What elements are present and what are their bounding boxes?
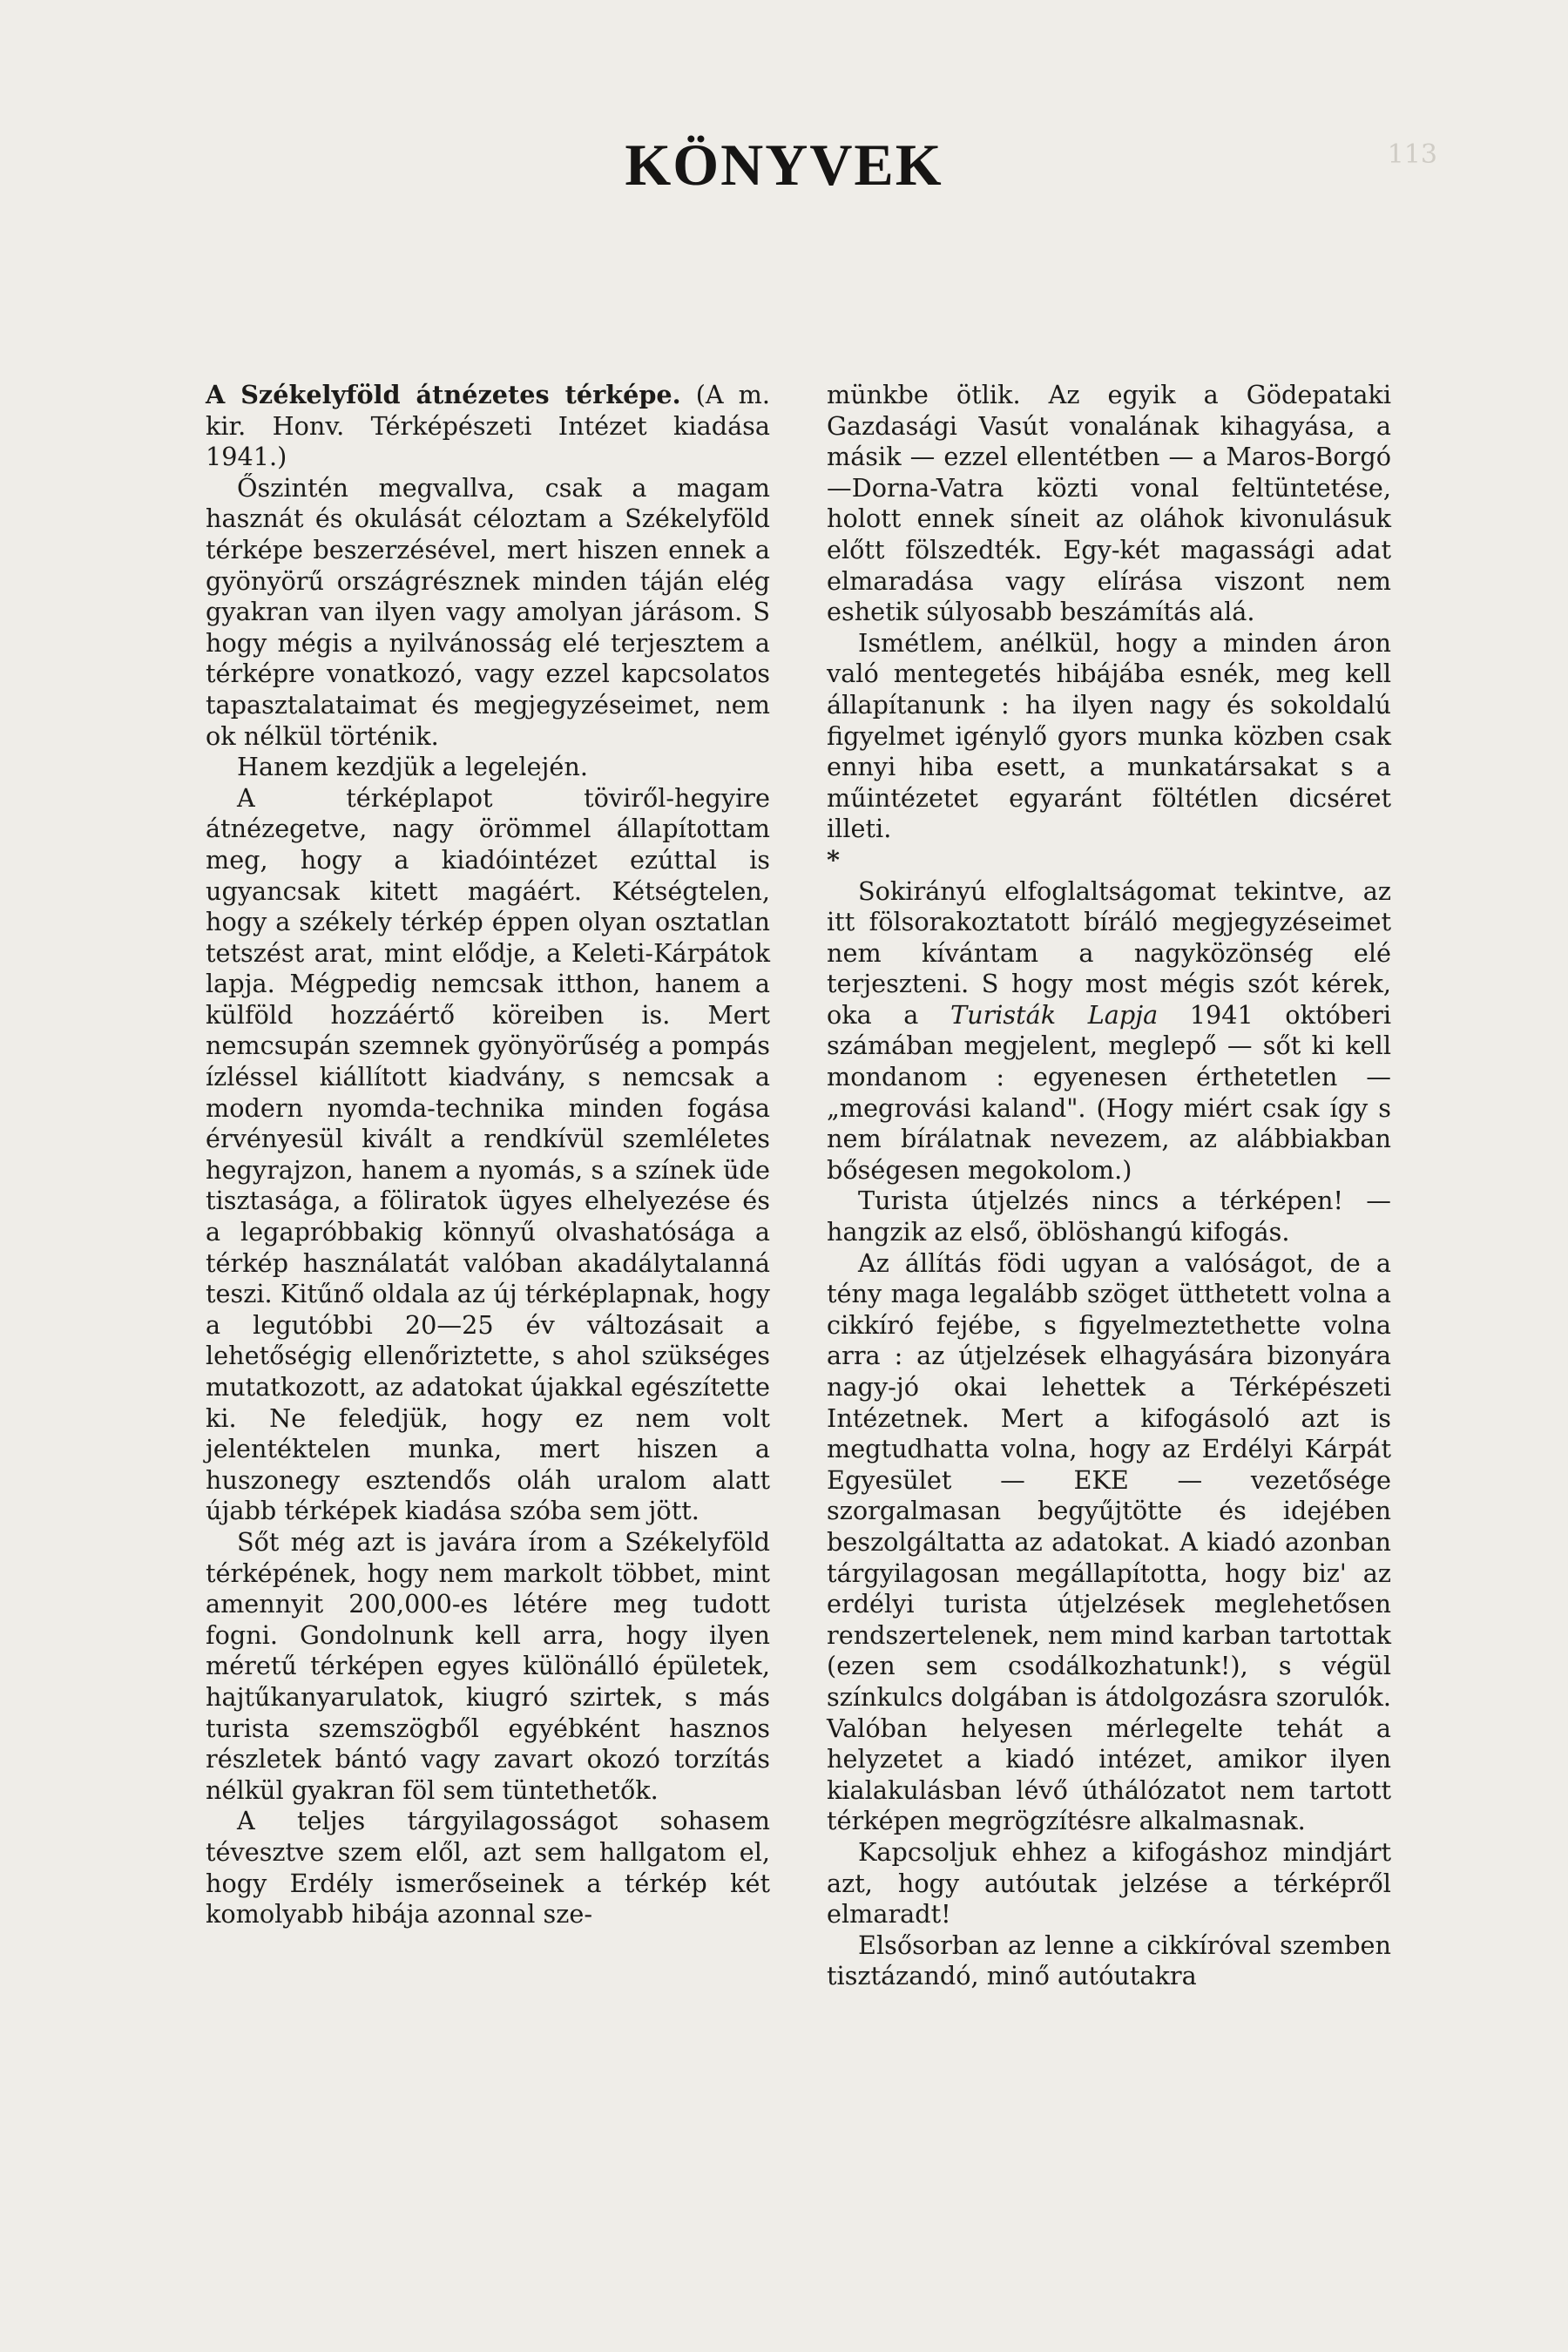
page-number: 113: [1387, 139, 1437, 170]
paragraph: Őszintén megvallva, csak a magam hasznát és okulását céloztam a Székelyföld térképe beszerzésével, mert hiszen ennek a gyönyörű országrésznek minden táján elég gyakran van ilyen vagy amolyan járásom. S hogy mégis a nyilvánosság elé terjesztem a térképre vonatkozó, vagy ezzel kapcsolatos tapasztalataimat és megjegyzéseimet, nem ok nélkül történik.: [206, 472, 770, 751]
review-heading: A Székelyföld átnézetes térképe.: [206, 380, 681, 409]
journal-name: Turisták Lapja: [950, 999, 1159, 1030]
paragraph: Ismétlem, anélkül, hogy a minden áron való mentegetés hibájába esnék, meg kell állapítanunk : ha ilyen nagy és sokoldalú figyelmet igénylő gyors munka közben csak ennyi hiba esett, a munkatársakat s a műintézetet egyaránt föltétlen dicséret illeti.: [827, 627, 1391, 844]
paragraph: A teljes tárgyilagosságot sohasem tévesztve szem elől, azt sem hallgatom el, hogy Erdély ismerőseinek a térkép két komolyabb hibája azonnal sze-: [206, 1806, 770, 1930]
review-publisher: (A m. kir. Honv. Térképészeti Intézet kiadása 1941.): [206, 380, 771, 472]
section-separator: *: [827, 844, 841, 875]
paragraph-text: Sokirányú elfoglaltságomat tekintve, az itt fölsorakoztatott bíráló megjegyzéseimet nem kívántam a nagyközönség elé terjeszteni. S hogy most mégis szót kérek, oka a: [827, 875, 1391, 1030]
paragraph-text: 1941 októberi számában megjelent, meglepő — sőt ki kell mondanom : egyenesen érthetetlen — „megrovási kaland". (Hogy miért csak így s nem bírálatnak nevezem, az alábbiakban bőségesen megokolom.): [827, 999, 1391, 1185]
paragraph: [827, 876, 1391, 1186]
paragraph: Elsősorban az lenne a cikkíróval szemben tisztázandó, minő autóutakra: [827, 1930, 1391, 1991]
paragraph: Hanem kezdjük a legelején.: [237, 752, 588, 782]
paragraph: Az állítás födi ugyan a valóságot, de a tény maga legalább szöget ütthetett volna a cikkíró fejébe, s figyelmeztethette volna arra : az útjelzések elhagyására bizonyára nagy-jó okai lehettek a Térképészeti Intézetnek. Mert a kifogásoló azt is megtudhatta volna, hogy az Erdélyi Kárpát Egyesület — EKE — vezetősége szorgalmasan begyűjtötte és idejében beszolgáltatta az adatokat. A kiadó azonban tárgyilagosan megállapította, hogy biz' az erdélyi turista útjelzések meglehetősen rendszertelenek, nem mind karban tartottak (ezen sem csodálkozhatunk!), s végül színkulcs dolgában is átdolgozásra szorulók. Valóban helyesen mérlegelte tehát a helyzetet a kiadó intézet, amikor ilyen kialakulásban lévő úthálózatot nem tartott térképen megrögzítésre alkalmasnak.: [827, 1247, 1391, 1836]
section-title: KÖNYVEK: [625, 132, 943, 198]
paragraph: Sőt még azt is javára írom a Székelyföld térképének, hogy nem markolt többet, mint amennyit 200,000-es létére meg tudott fogni. Gondolnunk kell arra, hogy ilyen méretű térképen egyes különálló épületek, hajtűkanyarulatok, kiugró szirtek, s más turista szemszögből egyébként hasznos részletek bántó vagy zavart okozó torzítás nélkül gyakran föl sem tüntethetők.: [206, 1526, 770, 1805]
paragraph: A térképlapot töviről-hegyire átnézegetve, nagy örömmel állapítottam meg, hogy a kiadóintézet ezúttal is ugyancsak kitett magáért. Kétségtelen, hogy a székely térkép éppen olyan osztatlan tetszést arat, mint elődje, a Keleti-Kárpátok lapja. Mégpedig nemcsak itthon, hanem a külföld hozzáértő köreiben is. Mert nemcsupán szemnek gyönyörűség a pompás ízléssel kiállított kiadvány, s nemcsak a modern nyomda-technika minden fogása érvényesül kivált a rendkívül szemléletes hegyrajzon, hanem a nyomás, s a színek üde tisztasága, a föliratok ügyes elhelyezése és a legapróbbakig könnyű olvashatósága a térkép használatát valóban akadálytalanná teszi. Kitűnő oldala az új térképlapnak, hogy a legutóbbi 20—25 év változásait a lehetőségig ellenőriztette, s ahol szükséges mutatkozott, az adatokat újakkal egészítette ki. Ne feledjük, hogy ez nem volt jelentéktelen munka, mert hiszen a huszonegy esztendős oláh uralom alatt újabb térképek kiadása szóba sem jött.: [206, 782, 770, 1526]
left-column: [206, 380, 770, 1930]
paragraph: Turista útjelzés nincs a térképen! — hangzik az első, öblöshangú kifogás.: [827, 1186, 1391, 1247]
paragraph: münkbe ötlik. Az egyik a Gödepataki Gazdasági Vasút vonalának kihagyása, a másik — ezzel ellentétben — a Maros-Borgó—Dorna-Vatra közti vonal feltüntetése, holott ennek síneit az oláhok kivonulásuk előtt fölszedték. Egy-két magassági adat elmaradása vagy elírása viszont nem eshetik súlyosabb beszámítás alá.: [827, 380, 1391, 627]
review-intro: [206, 380, 770, 473]
right-column: [827, 380, 1391, 1992]
paragraph: Kapcsoljuk ehhez a kifogáshoz mindjárt azt, hogy autóutak jelzése a térképről elmaradt!: [827, 1836, 1391, 1930]
